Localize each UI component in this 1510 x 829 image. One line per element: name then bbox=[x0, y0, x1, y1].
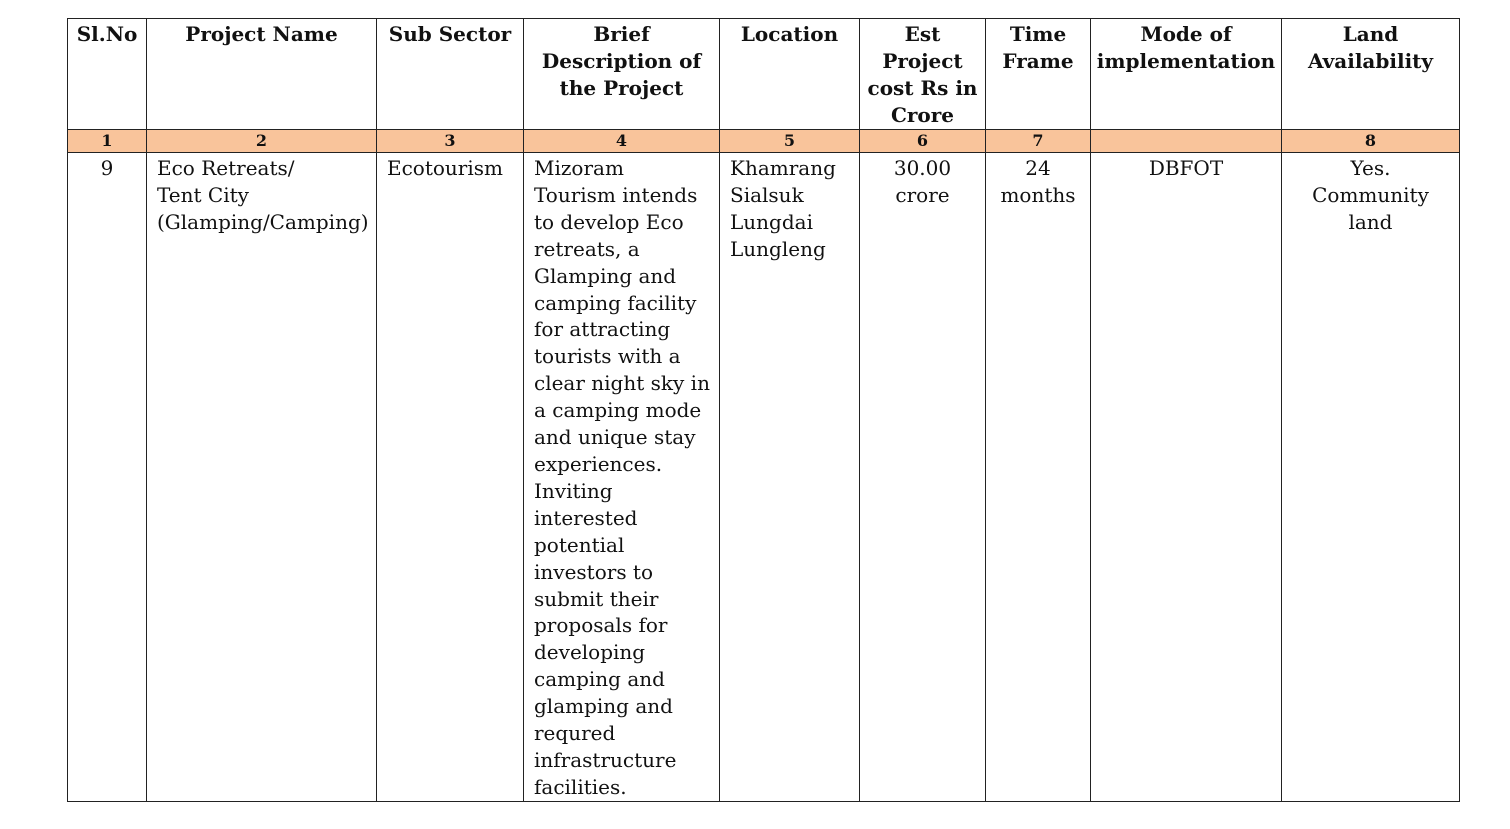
column-number: 6 bbox=[860, 130, 986, 153]
mode-cell bbox=[1091, 153, 1282, 802]
column-number: 1 bbox=[68, 130, 147, 153]
land-cell bbox=[1282, 153, 1460, 802]
description-line: requred bbox=[534, 721, 616, 746]
location-cell bbox=[720, 153, 860, 802]
description-line: facilities. bbox=[534, 774, 627, 799]
column-number bbox=[1091, 130, 1282, 153]
sub-sector-cell bbox=[377, 153, 524, 802]
description-line: tourists with a bbox=[534, 344, 681, 369]
column-number-row bbox=[68, 130, 1460, 153]
est-cost-line: crore bbox=[895, 182, 950, 207]
description-line: investors to bbox=[534, 559, 654, 584]
description-line: experiences. bbox=[534, 451, 663, 476]
description-line: to develop Eco bbox=[534, 209, 684, 234]
description-line: potential bbox=[534, 532, 625, 557]
description-line: glamping and bbox=[534, 694, 673, 719]
land-line: Yes. bbox=[1350, 156, 1391, 180]
description-line: Glamping and bbox=[534, 263, 677, 288]
time-frame-line: months bbox=[1000, 182, 1076, 207]
est-cost-cell bbox=[860, 153, 986, 802]
projects-table bbox=[67, 18, 1460, 802]
header-mode: Mode of implementation bbox=[1091, 19, 1282, 130]
project-name-line: Eco Retreats/ bbox=[157, 156, 295, 180]
project-name-line: Tent City bbox=[157, 182, 249, 207]
location-line: Lungdai bbox=[730, 209, 813, 234]
header-sub-sector: Sub Sector bbox=[377, 19, 524, 130]
description-line: camping and bbox=[534, 667, 665, 692]
description-line: submit their bbox=[534, 586, 659, 611]
column-number: 8 bbox=[1282, 130, 1460, 153]
land-line: Community bbox=[1312, 182, 1429, 207]
description-line: proposals for bbox=[534, 613, 668, 638]
header-project-name: Project Name bbox=[147, 19, 377, 130]
header-sl-no: Sl.No bbox=[68, 19, 147, 130]
mode-value: DBFOT bbox=[1148, 156, 1224, 180]
description-line: and unique stay bbox=[534, 425, 696, 450]
land-line: land bbox=[1348, 209, 1393, 234]
table-row bbox=[68, 153, 1460, 802]
header-description: Brief Description of the Project bbox=[524, 19, 720, 130]
description-line: camping facility bbox=[534, 290, 697, 315]
column-number: 3 bbox=[377, 130, 524, 153]
description-line: Inviting bbox=[534, 478, 613, 503]
description-line: infrastructure bbox=[534, 747, 677, 772]
column-number: 5 bbox=[720, 130, 860, 153]
description-line: interested bbox=[534, 505, 638, 530]
header-land: Land Availability bbox=[1282, 19, 1460, 130]
header-row bbox=[68, 19, 1460, 130]
location-line: Khamrang bbox=[730, 156, 836, 180]
description-cell bbox=[524, 153, 720, 802]
description-line: clear night sky in bbox=[534, 371, 710, 396]
time-frame-cell bbox=[986, 153, 1091, 802]
column-number: 7 bbox=[986, 130, 1091, 153]
description-line: Tourism intends bbox=[534, 182, 698, 207]
description-line: retreats, a bbox=[534, 236, 640, 261]
description-line: developing bbox=[534, 640, 646, 665]
sl-no-value: 9 bbox=[100, 156, 114, 180]
location-line: Sialsuk bbox=[730, 182, 804, 207]
column-number: 4 bbox=[524, 130, 720, 153]
header-est-cost: Est Project cost Rs in Crore bbox=[860, 19, 986, 130]
time-frame-line: 24 bbox=[1025, 156, 1051, 180]
sl-no-cell bbox=[68, 153, 147, 802]
description-line: Mizoram bbox=[534, 156, 624, 180]
header-location: Location bbox=[720, 19, 860, 130]
description-line: for attracting bbox=[534, 317, 671, 342]
column-number: 2 bbox=[147, 130, 377, 153]
sub-sector-value: Ecotourism bbox=[387, 156, 503, 180]
location-line: Lungleng bbox=[730, 236, 826, 261]
header-time-frame: Time Frame bbox=[986, 19, 1091, 130]
project-name-line: (Glamping/Camping) bbox=[157, 209, 369, 234]
description-line: a camping mode bbox=[534, 398, 702, 423]
project-name-cell bbox=[147, 153, 377, 802]
est-cost-line: 30.00 bbox=[893, 156, 952, 180]
